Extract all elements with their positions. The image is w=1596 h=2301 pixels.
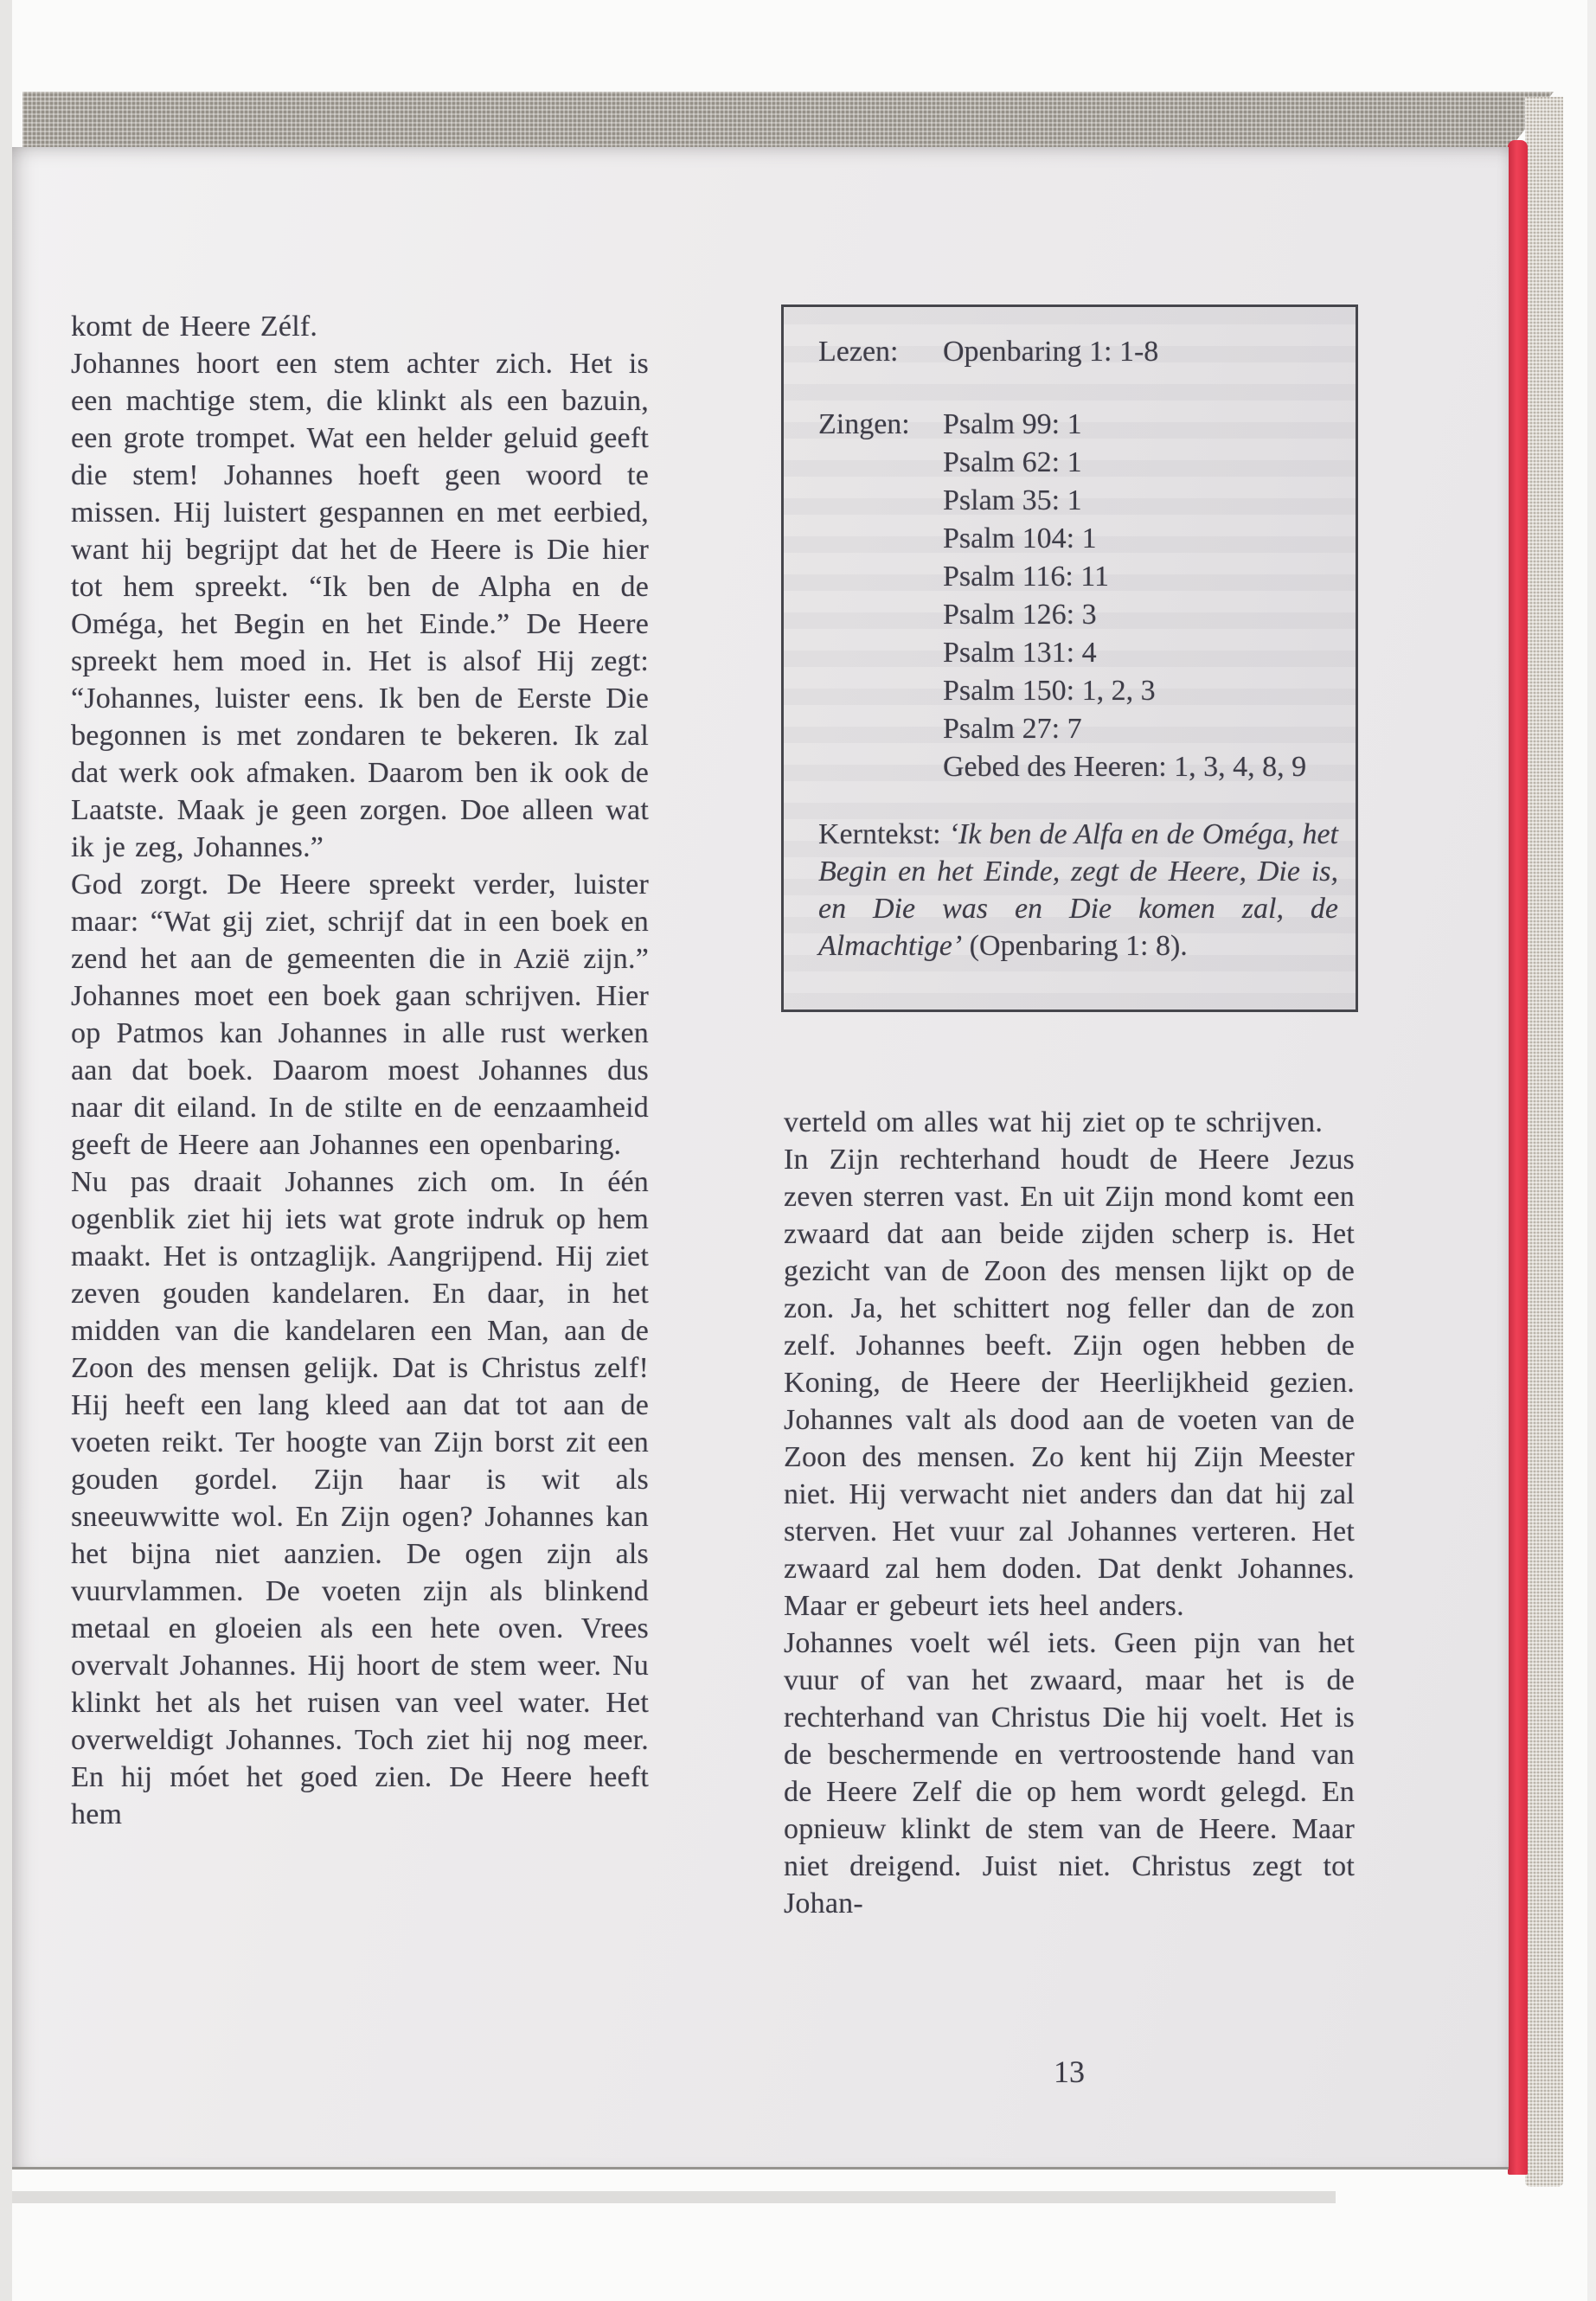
page-bottom-shadow <box>12 2191 1336 2203</box>
zingen-item: Psalm 131: 4 <box>943 637 1097 669</box>
kerntekst-ref: (Openbaring 1: 8). <box>969 930 1188 962</box>
paragraph: Johannes hoort een stem achter zich. Het is een machtige stem, die klinkt als een bazuin, een grote trompet. Wat een helder geluid geeft die stem! Johannes hoeft geen woord te missen. Hij luistert gespannen en met eerbied, want hij begrijpt dat het de Heere is Die hier tot hem spreekt. “Ik ben de Alpha en de Oméga, het Begin en het Einde.” De Heere spreekt hem moed in. Het is alsof Hij zegt: “Johannes, luister eens. Ik ben de Eerste Die begonnen is met zondaren te bekeren. Ik zal dat werk ook afmaken. Daarom ben ik ook de Laatste. Maak je geen zorgen. Doe alleen wat ik je zeg, Johannes.” <box>71 348 649 863</box>
lezen-value: Openbaring 1: 1-8 <box>943 336 1159 368</box>
kerntekst <box>818 816 1338 965</box>
scanner-background-left <box>0 0 12 2301</box>
page-number: 13 <box>1054 2054 1085 2089</box>
zingen-item: Psalm 27: 7 <box>943 713 1082 745</box>
zingen-item: Psalm 126: 3 <box>943 599 1097 631</box>
book-cover-fabric-right <box>1525 97 1563 2187</box>
red-page-edge <box>1508 140 1528 2175</box>
paragraph: In Zijn rechterhand houdt de Heere Jezus zeven sterren vast. En uit Zijn mond komt een zwaard dat aan beide zijden scherp is. Het gezicht van de Zoon des mensen lijkt op de zon. Ja, het schittert nog feller dan de zon zelf. Johannes beeft. Zijn ogen hebben de Koning, de Heere der Heerlijkheid gezien. Johannes valt als dood aan de voeten van de Zoon des mensen. Zo kent hij Zijn Meester niet. Hij verwacht niet anders dan dat hij zal sterven. Het vuur zal Johannes verteren. Het zwaard zal hem doden. Dat denkt Johannes. Maar er gebeurt iets heel anders. <box>784 1144 1355 1622</box>
zingen-item: Psalm 99: 1 <box>943 408 1082 440</box>
left-text-column <box>71 308 649 1833</box>
zingen-label: Zingen: <box>818 408 910 440</box>
paragraph: komt de Heere Zélf. <box>71 311 318 343</box>
kerntekst-label: Kerntekst: <box>818 818 941 850</box>
right-text-column <box>784 1104 1355 1922</box>
paragraph: Nu pas draait Johannes zich om. In één ogenblik ziet hij iets wat grote indruk op hem maakt. Het is ontzaglijk. Aangrijpend. Hij ziet zeven gouden kandelaren. En daar, in het midden van die kandelaren een Man, aan de Zoon des mensen gelijk. Dat is Christus zelf! Hij heeft een lang kleed aan dat tot aan de voeten reikt. Ter hoogte van Zijn borst zit een gouden gordel. Zijn haar is wit als sneeuwwitte wol. En Zijn ogen? Johannes kan het bijna niet aanzien. De ogen zijn als vuurvlammen. De voeten zijn als blinkend metaal en gloeien als een hete oven. Vrees overvalt Johannes. Hij hoort de stem weer. Nu klinkt het als het ruisen van veel water. Het overweldigt Johannes. Toch ziet hij nog meer. En hij móet het goed zien. De Heere heeft hem <box>71 1166 649 1830</box>
liturgy-info-box <box>781 304 1358 1012</box>
zingen-item: Psalm 116: 11 <box>943 561 1110 593</box>
zingen-list <box>943 406 1338 786</box>
zingen-item: Psalm 62: 1 <box>943 446 1082 478</box>
paragraph: God zorgt. De Heere spreekt verder, luister maar: “Wat gij ziet, schrijf dat in een boek en zend het aan de gemeenten die in Azië zijn.” Johannes moet een boek gaan schrijven. Hier op Patmos kan Johannes in alle rust werken aan dat boek. Daarom moest Johannes dus naar dit eiland. In de stilte en de eenzaamheid geeft de Heere aan Johannes een openbaring. <box>71 868 649 1161</box>
book-cover-fabric-top <box>22 92 1554 154</box>
scanner-background-right <box>1587 0 1596 2301</box>
zingen-item: Psalm 104: 1 <box>943 522 1097 554</box>
zingen-item: Pslam 35: 1 <box>943 484 1082 516</box>
zingen-item: Gebed des Heeren: 1, 3, 4, 8, 9 <box>943 751 1307 783</box>
lezen-label: Lezen: <box>818 336 899 368</box>
zingen-item: Psalm 150: 1, 2, 3 <box>943 675 1156 707</box>
lezen-row <box>818 333 1338 371</box>
zingen-row <box>818 406 1338 786</box>
kerntekst-quote: ‘Ik ben de Alfa en de Oméga, het Begin en het Einde, zegt de Heere, Die is, en Die was en Die komen zal, de Almachtige’ <box>818 818 1338 962</box>
paragraph: Johannes voelt wél iets. Geen pijn van het vuur of van het zwaard, maar het is de rechterhand van Christus Die hij voelt. Het is de beschermende en vertroostende hand van de Heere Zelf die op hem wordt gelegd. En opnieuw klinkt de stem van de Heere. Maar niet dreigend. Juist niet. Christus zegt tot Johan- <box>784 1627 1355 1920</box>
paragraph: verteld om alles wat hij ziet op te schrijven. <box>784 1106 1324 1138</box>
